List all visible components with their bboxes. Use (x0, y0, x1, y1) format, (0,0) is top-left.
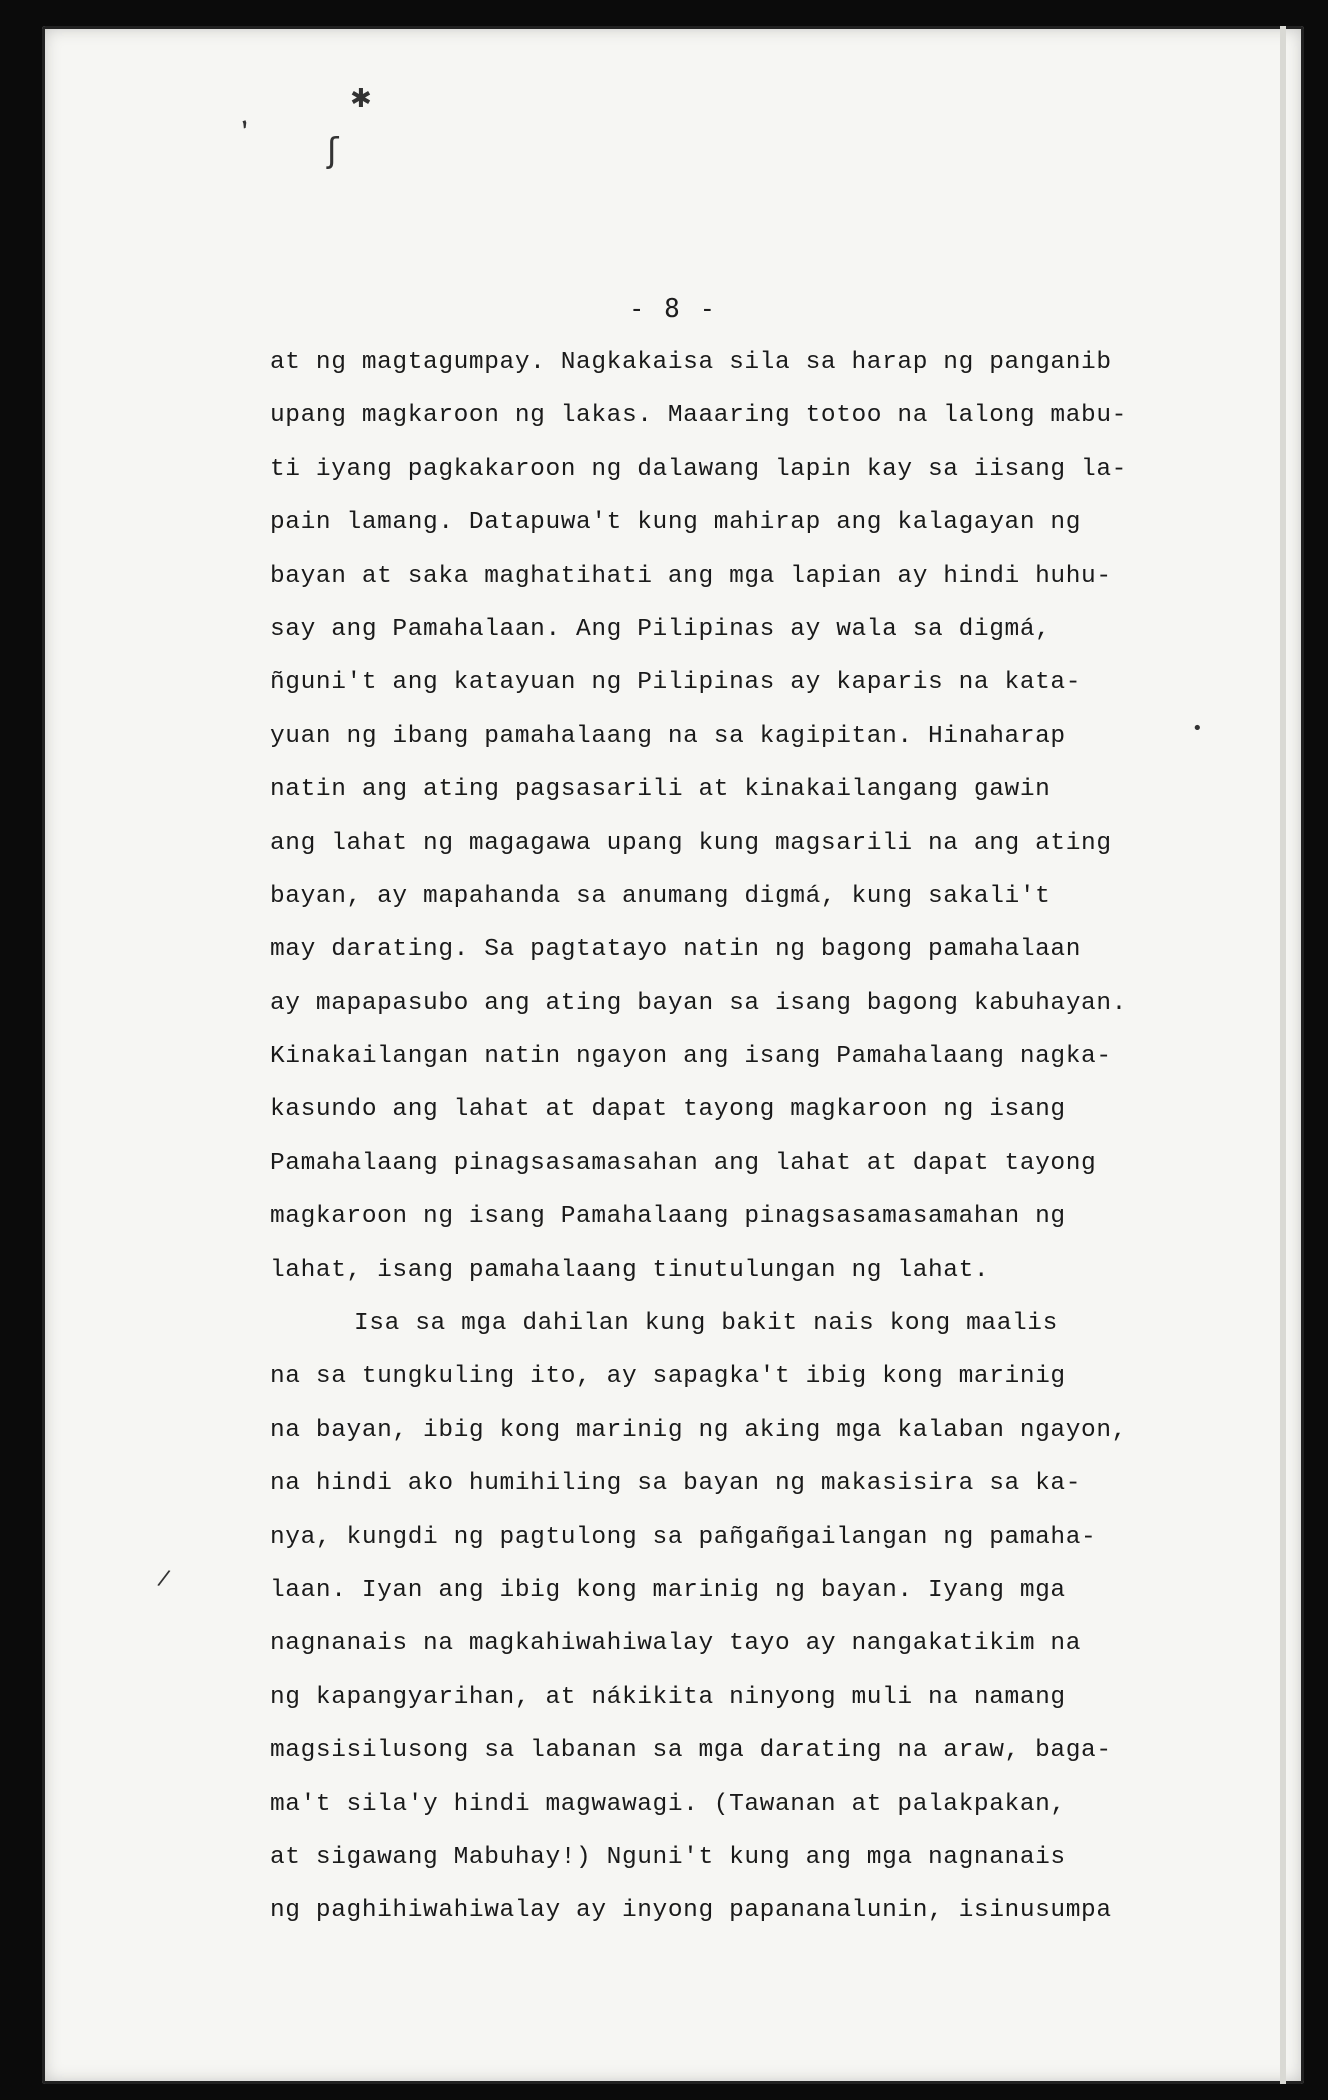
text-line: lahat, isang pamahalaang tinutulungan ng lahat. (270, 1256, 990, 1284)
text-line: at sigawang Mabuhay!) Nguni't kung ang mga nagnanais (270, 1843, 1066, 1871)
text-line: yuan ng ibang pamahalaang na sa kagipitan. Hinaharap (270, 722, 1066, 750)
text-line: ti iyang pagkakaroon ng dalawang lapin kay sa iisang la- (270, 455, 1127, 483)
text-line: ng paghihiwahiwalay ay inyong papananalunin, isinusumpa (270, 1897, 1112, 1925)
ink-smudge-mark: , (231, 97, 253, 134)
text-line: may darating. Sa pagtatayo natin ng bagong pamahalaan (270, 936, 1082, 964)
text-line: nya, kungdi ng pagtulong sa pañgañgailangan ng pamaha- (270, 1523, 1097, 1551)
text-line: natin ang ating pagsasarili at kinakailangang gawin (270, 776, 1051, 804)
document-page (42, 26, 1304, 2084)
text-line: at ng magtagumpay. Nagkakaisa sila sa harap ng panganib (270, 349, 1112, 376)
ink-scribble-mark: ʃ (327, 131, 339, 171)
text-line: kasundo ang lahat at dapat tayong magkaroon ng isang (270, 1096, 1066, 1124)
text-line: say ang Pamahalaan. Ang Pilipinas ay wala sa digmá, (270, 615, 1051, 643)
text-line: nagnanais na magkahiwahiwalay tayo ay nangakatikim na (270, 1630, 1082, 1658)
text-line: na bayan, ibig kong marinig ng aking mga kalaban ngayon, (270, 1416, 1127, 1444)
text-line: na hindi ako humihiling sa bayan ng makasisira sa ka- (270, 1470, 1082, 1498)
text-line: ng kapangyarihan, at nákikita ninyong muli na namang (270, 1683, 1066, 1711)
text-line: ñguni't ang katayuan ng Pilipinas ay kaparis na kata- (270, 669, 1082, 697)
body-text (270, 336, 1190, 1938)
text-line: ang lahat ng magagawa upang kung magsarili na ang ating (270, 829, 1112, 857)
text-line: na sa tungkuling ito, ay sapagka't ibig kong marinig (270, 1363, 1066, 1391)
page-number: - 8 - (628, 294, 718, 324)
margin-dot-mark: • (1192, 718, 1203, 739)
text-line: magsisilusong sa labanan sa mga darating na araw, baga- (270, 1737, 1112, 1765)
text-line: pain lamang. Datapuwa't kung mahirap ang kalagayan ng (270, 509, 1082, 537)
text-line: laan. Iyan ang ibig kong marinig ng bayan. Iyang mga (270, 1576, 1066, 1604)
text-line: Pamahalaang pinagsasamasahan ang lahat at dapat tayong (270, 1149, 1097, 1177)
text-line: ma't sila'y hindi magwawagi. (Tawanan at palakpakan, (270, 1790, 1066, 1818)
text-line: bayan, ay mapahanda sa anumang digmá, kung sakali't (270, 882, 1051, 910)
page-edge (1280, 26, 1286, 2084)
margin-tick-mark: / (155, 1565, 172, 1592)
text-line: bayan at saka maghatihati ang mga lapian ay hindi huhu- (270, 562, 1112, 590)
text-line: Isa sa mga dahilan kung bakit nais kong maalis (354, 1310, 1058, 1338)
text-line: ay mapapasubo ang ating bayan sa isang bagong kabuhayan. (270, 989, 1127, 1017)
text-line: Kinakailangan natin ngayon ang isang Pamahalaang nagka- (270, 1043, 1112, 1071)
ink-blot-mark: ✱ (350, 84, 372, 114)
text-line: upang magkaroon ng lakas. Maaaring totoo na lalong mabu- (270, 402, 1127, 430)
text-line: magkaroon ng isang Pamahalaang pinagsasamasamahan ng (270, 1203, 1066, 1231)
